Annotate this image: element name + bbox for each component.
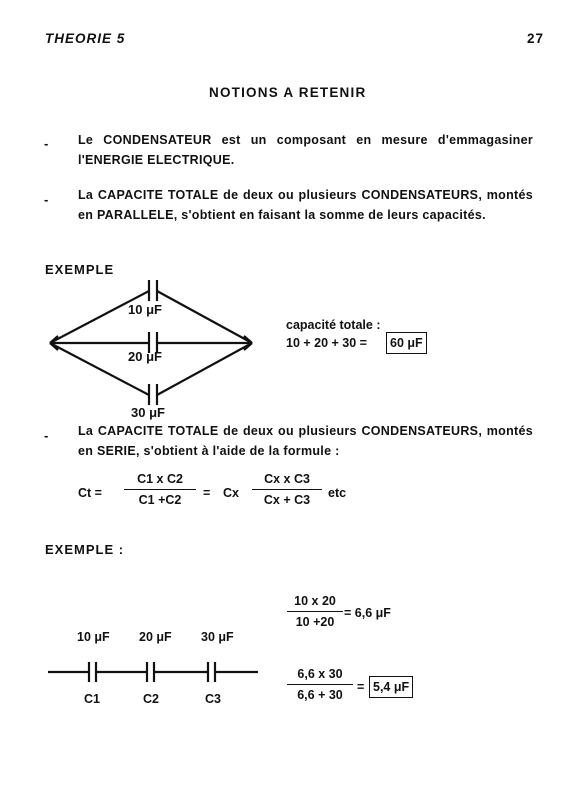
calc-1-denominator: 10 +20 — [295, 615, 335, 629]
calc-1-numerator: 10 x 20 — [287, 594, 343, 612]
calc-1-result: = 6,6 μF — [344, 606, 391, 620]
series-value-2: 20 μF — [139, 630, 172, 644]
formula-fraction-1-denominator: C1 +C2 — [138, 493, 182, 507]
bullet-mark-3: - — [44, 428, 49, 443]
calc-1-fraction — [287, 594, 343, 629]
calc-2-fraction — [287, 667, 353, 702]
example-1-label: EXEMPLE — [45, 262, 115, 277]
formula-equals: = — [203, 486, 211, 500]
page-number: 27 — [527, 31, 545, 46]
calc-2-equals: = — [357, 680, 365, 694]
calc-2-result: 5,4 μF — [369, 676, 413, 698]
formula-fraction-2 — [252, 472, 322, 507]
cap-label-30uf: 30 μF — [131, 405, 165, 420]
page-title: NOTIONS A RETENIR — [209, 85, 367, 100]
series-value-3: 30 μF — [201, 630, 234, 644]
series-cap-name-2: C2 — [143, 692, 159, 706]
series-cap-name-1: C1 — [84, 692, 100, 706]
total-capacity-label: capacité totale : — [286, 318, 381, 332]
bullet-mark-1: - — [44, 136, 49, 151]
formula-lhs: Ct = — [78, 486, 102, 500]
formula-fraction-2-denominator: Cx + C3 — [263, 493, 311, 507]
bullet-text-3: La CAPACITE TOTALE de deux ou plusieurs CONDENSATEURS, montés en SERIE, s'obtient à l'aide de la formule : — [78, 424, 533, 458]
bullet-mark-2: - — [44, 192, 49, 207]
formula-cx: Cx — [223, 486, 239, 500]
calc-2-denominator: 6,6 + 30 — [297, 688, 343, 702]
formula-etc: etc — [328, 486, 347, 500]
series-value-1: 10 μF — [77, 630, 110, 644]
bullet-text-1: Le CONDENSATEUR est un composant en mesure d'emmagasiner l'ENERGIE ELECTRIQUE. — [78, 133, 533, 167]
bullet-text-2: La CAPACITE TOTALE de deux ou plusieurs CONDENSATEURS, montés en PARALLELE, s'obtient en faisant la somme de leurs capacités. — [78, 188, 533, 222]
formula-fraction-2-numerator: Cx x C3 — [252, 472, 322, 490]
total-capacity-result: 60 μF — [386, 332, 427, 354]
formula-fraction-1 — [124, 472, 196, 507]
cap-label-20uf: 20 μF — [128, 349, 162, 364]
formula-fraction-1-numerator: C1 x C2 — [124, 472, 196, 490]
running-header-title: THEORIE 5 — [45, 31, 126, 46]
series-cap-name-3: C3 — [205, 692, 221, 706]
example-2-label: EXEMPLE : — [45, 542, 125, 557]
calc-2-numerator: 6,6 x 30 — [287, 667, 353, 685]
cap-label-10uf: 10 μF — [128, 302, 162, 317]
total-capacity-expression: 10 + 20 + 30 = — [286, 336, 367, 350]
